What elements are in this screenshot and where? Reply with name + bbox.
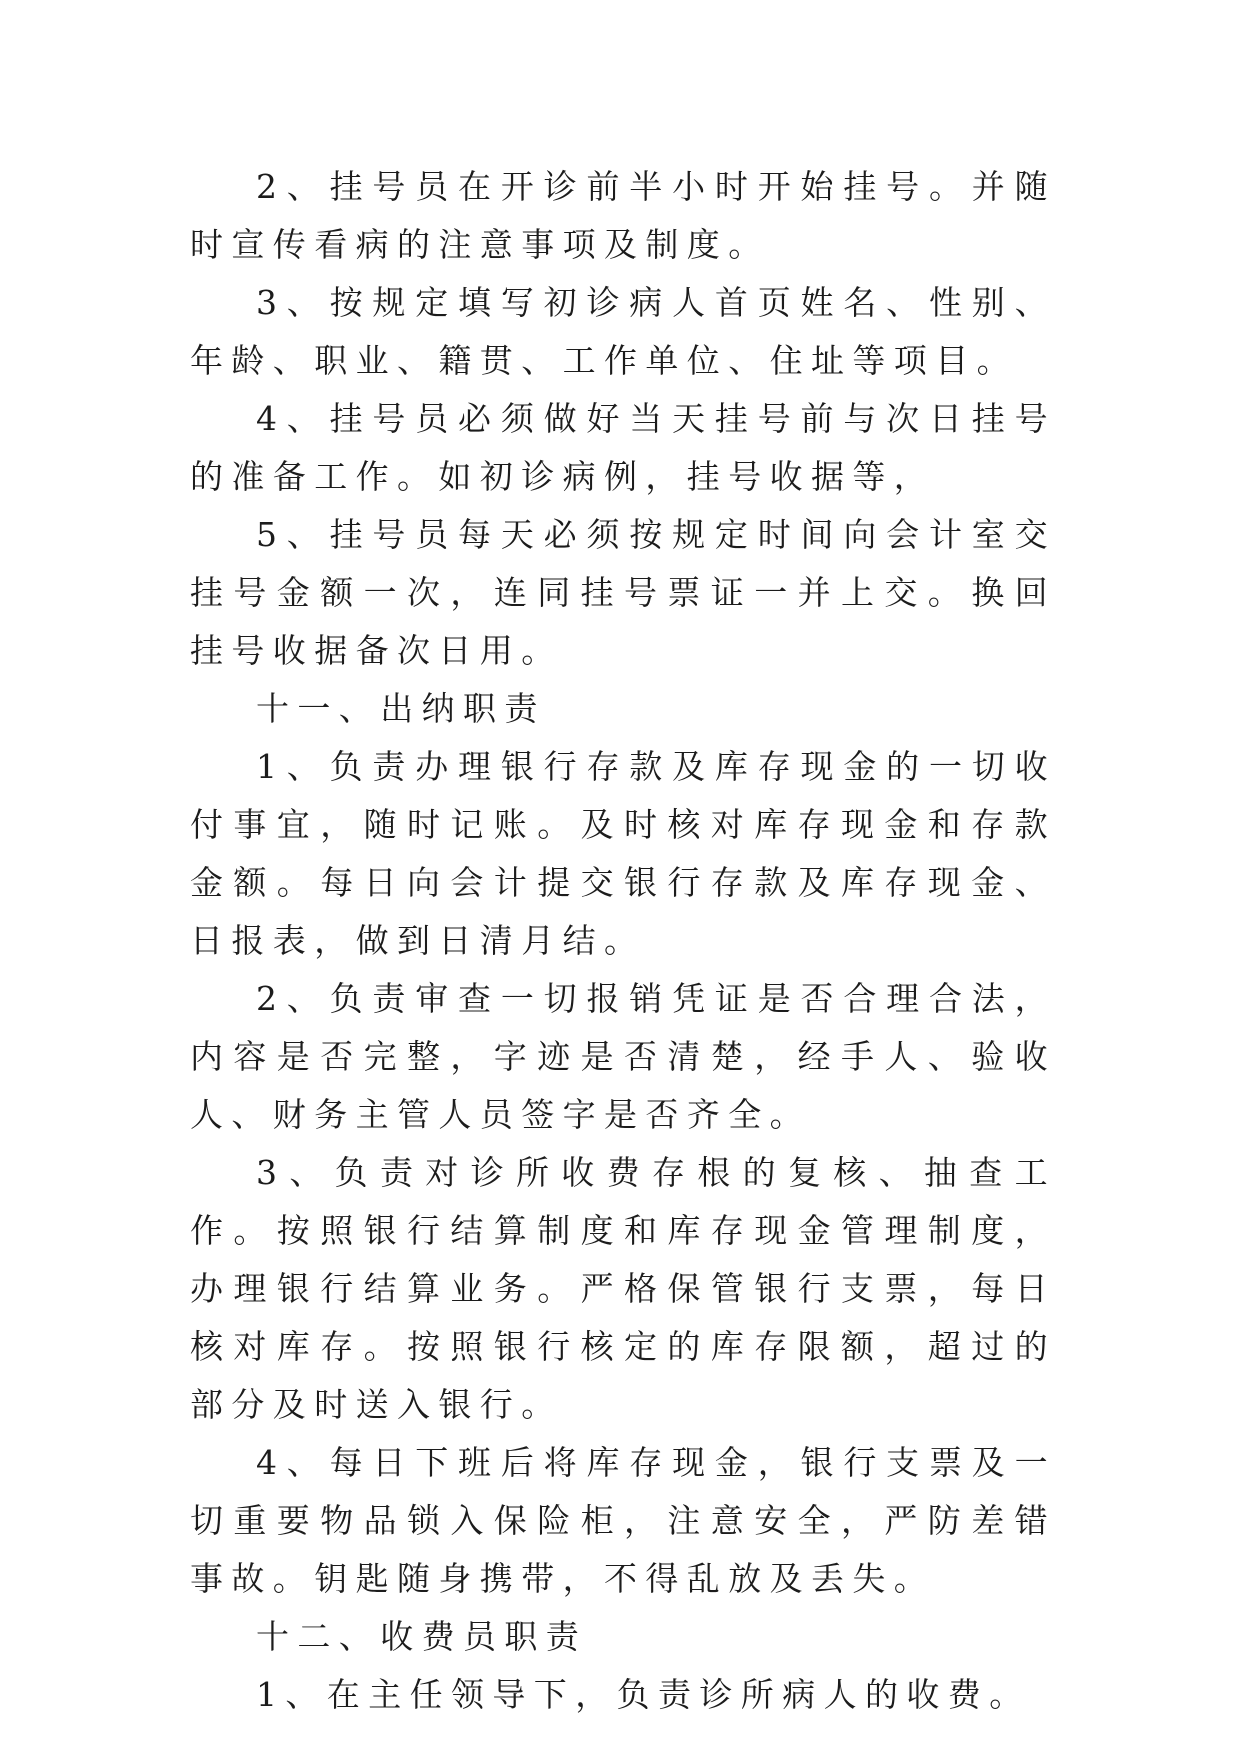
section-heading-cashier: 十一、出纳职责 (256, 689, 546, 728)
paragraph-toll-collector-duty-1: 1、在主任领导下，负责诊所病人的收费。 (256, 1675, 1031, 1714)
section-heading-toll-collector: 十二、收费员职责 (256, 1617, 588, 1656)
paragraph-registrar-duty-5: 5、挂号员每天必须按规定时间向会计室交挂号金额一次，连同挂号票证一并上交。换回挂号收据备次日用。 (190, 515, 1056, 670)
paragraph-cashier-duty-3: 3、负责对诊所收费存根的复核、抽查工作。按照银行结算制度和库存现金管理制度，办理银行结算业务。严格保管银行支票，每日核对库存。按照银行核定的库存限额，超过的部分及时送入银行。 (190, 1153, 1056, 1424)
paragraph-registrar-duty-4: 4、挂号员必须做好当天挂号前与次日挂号的准备工作。如初诊病例，挂号收据等， (190, 399, 1056, 496)
paragraph-registrar-duty-3: 3、按规定填写初诊病人首页姓名、性别、年龄、职业、籍贯、工作单位、住址等项目。 (190, 283, 1056, 380)
document-body (190, 158, 1056, 1724)
paragraph-cashier-duty-4: 4、每日下班后将库存现金，银行支票及一切重要物品锁入保险柜，注意安全，严防差错事故。钥匙随身携带，不得乱放及丢失。 (190, 1443, 1056, 1598)
paragraph-cashier-duty-2: 2、负责审查一切报销凭证是否合理合法，内容是否完整，字迹是否清楚，经手人、验收人、财务主管人员签字是否齐全。 (190, 979, 1056, 1134)
paragraph-cashier-duty-1: 1、负责办理银行存款及库存现金的一切收付事宜，随时记账。及时核对库存现金和存款金额。每日向会计提交银行存款及库存现金、日报表，做到日清月结。 (190, 747, 1056, 960)
paragraph-registrar-duty-2: 2、挂号员在开诊前半小时开始挂号。并随时宣传看病的注意事项及制度。 (190, 167, 1056, 264)
